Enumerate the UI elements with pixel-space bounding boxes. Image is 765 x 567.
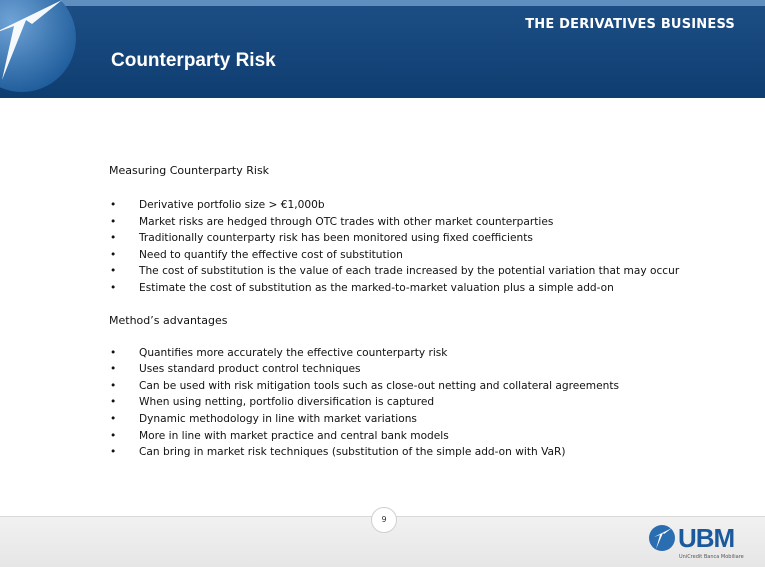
page-number: 9 [371, 507, 397, 533]
slide-content [109, 163, 749, 461]
bullet-icon: • [110, 281, 117, 294]
list-item: • The cost of substitution is the value of each trade increased by the potential variation that may occur [109, 263, 749, 280]
list-item: • Uses standard product control techniques [109, 361, 749, 378]
bullet-icon: • [110, 215, 117, 228]
measuring-bullet-list [109, 197, 749, 297]
header-top-band [0, 0, 765, 6]
list-item: • Need to quantify the effective cost of substitution [109, 247, 749, 264]
section-heading-advantages: Method’s advantages [109, 313, 228, 327]
list-item: • When using netting, portfolio diversification is captured [109, 394, 749, 411]
bullet-icon: • [110, 446, 117, 459]
bullet-icon: • [110, 265, 117, 278]
bullet-icon: • [110, 199, 117, 211]
list-item: • Derivative portfolio size > €1,000b [109, 197, 749, 214]
list-item: • Dynamic methodology in line with market variations [109, 411, 749, 428]
list-item: • Estimate the cost of substitution as the marked-to-market valuation plus a simple add-on [109, 280, 749, 297]
section-title: THE DERIVATIVES BUSINESS [525, 17, 735, 32]
unicredit-globe-icon [0, 0, 78, 94]
ubm-wordmark: UBM [678, 523, 735, 553]
bullet-icon: • [110, 412, 117, 425]
ubm-logo [648, 522, 760, 562]
section-heading-measuring: Measuring Counterparty Risk [109, 164, 270, 177]
bullet-icon: • [110, 248, 117, 261]
header-banner [0, 0, 765, 98]
ubm-subtitle: UniCredit Banca Mobiliare [679, 554, 744, 560]
list-item: • Can bring in market risk techniques (substitution of the simple add-on with VaR) [109, 444, 749, 461]
bullet-icon: • [110, 396, 117, 409]
list-item: • Can be used with risk mitigation tools such as close-out netting and collateral agreements [109, 378, 749, 395]
advantages-bullet-list [109, 345, 749, 461]
list-item: • Market risks are hedged through OTC trades with other market counterparties [109, 214, 749, 231]
bullet-icon: • [110, 363, 117, 376]
bullet-icon: • [110, 346, 117, 359]
bullet-icon: • [110, 379, 117, 392]
list-item: • Traditionally counterparty risk has been monitored using fixed coefficients [109, 230, 749, 247]
bullet-icon: • [110, 232, 117, 245]
bullet-icon: • [110, 429, 117, 442]
list-item: • Quantifies more accurately the effective counterparty risk [109, 345, 749, 362]
page-title: Counterparty Risk [111, 50, 276, 71]
ubm-globe-icon [648, 524, 676, 552]
list-item: • More in line with market practice and central bank models [109, 428, 749, 445]
